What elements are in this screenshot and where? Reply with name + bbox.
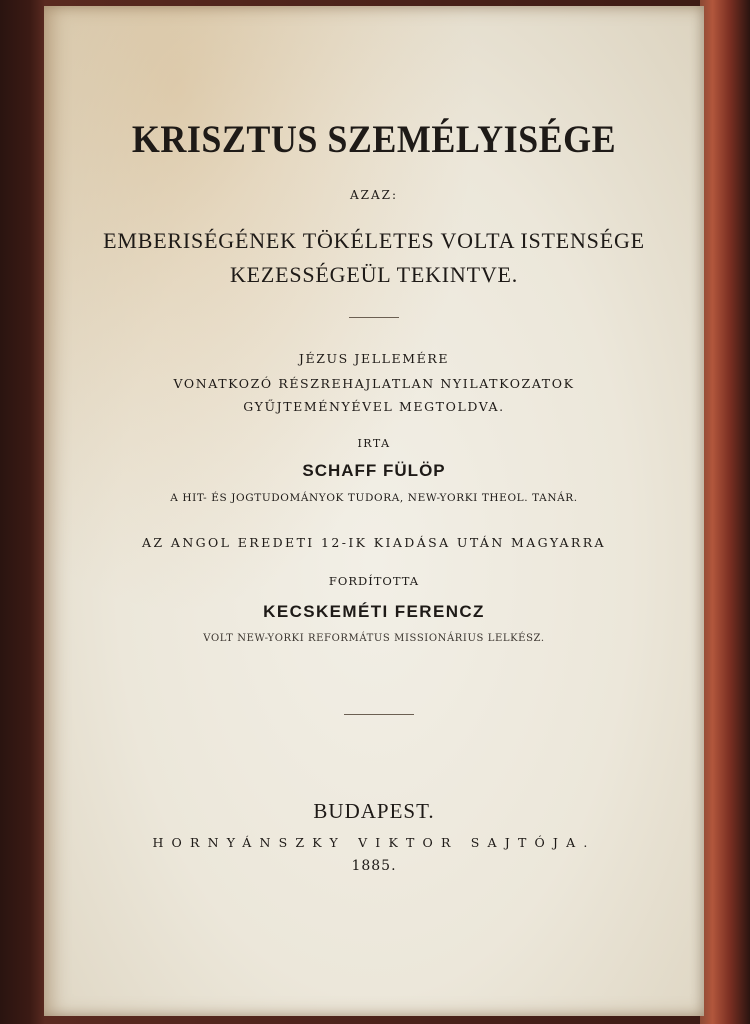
addendum-line-1: JÉZUS JELLEMÉRE <box>298 351 450 366</box>
publication-city: BUDAPEST. <box>313 799 435 823</box>
addendum-line-3: GYŰJTEMÉNYÉVEL MEGTOLDVA. <box>243 399 505 414</box>
translator-affiliation: VOLT NEW-YORKI REFORMÁTUS MISSIONÁRIUS LELKÉSZ. <box>203 633 545 644</box>
edition-note: AZ ANGOL EREDETI 12-IK KIADÁSA UTÁN MAGYARRA <box>142 535 606 550</box>
publisher-name: HORNYÁNSZKY VIKTOR SAJTÓJA. <box>152 835 596 850</box>
subtitle-line-2: KEZESSÉGEÜL TEKINTVE. <box>229 262 519 287</box>
subtitle-line-1: EMBERISÉGÉNEK TÖKÉLETES VOLTA ISTENSÉGE <box>103 228 645 253</box>
title-page <box>44 6 704 1016</box>
divider-rule <box>344 714 414 715</box>
translated-by-label: FORDÍTOTTA <box>328 574 420 588</box>
book-binding-edge <box>700 0 750 1024</box>
publication-year: 1885. <box>351 858 397 874</box>
author-name: SCHAFF FÜLÖP <box>302 461 446 480</box>
book-title: KRISZTUS SZEMÉLYISÉGE <box>131 117 617 161</box>
translator-name: KECSKEMÉTI FERENCZ <box>263 602 485 621</box>
author-affiliation: A HIT- ÉS JOGTUDOMÁNYOK TUDORA, NEW-YORKI THEOL. TANÁR. <box>170 492 578 504</box>
written-by-label: IRTA <box>357 437 391 450</box>
connector-text: AZAZ: <box>349 188 399 202</box>
divider-rule <box>349 317 399 318</box>
addendum-line-2: VONATKOZÓ RÉSZREHAJLATLAN NYILATKOZATOK <box>173 376 575 391</box>
